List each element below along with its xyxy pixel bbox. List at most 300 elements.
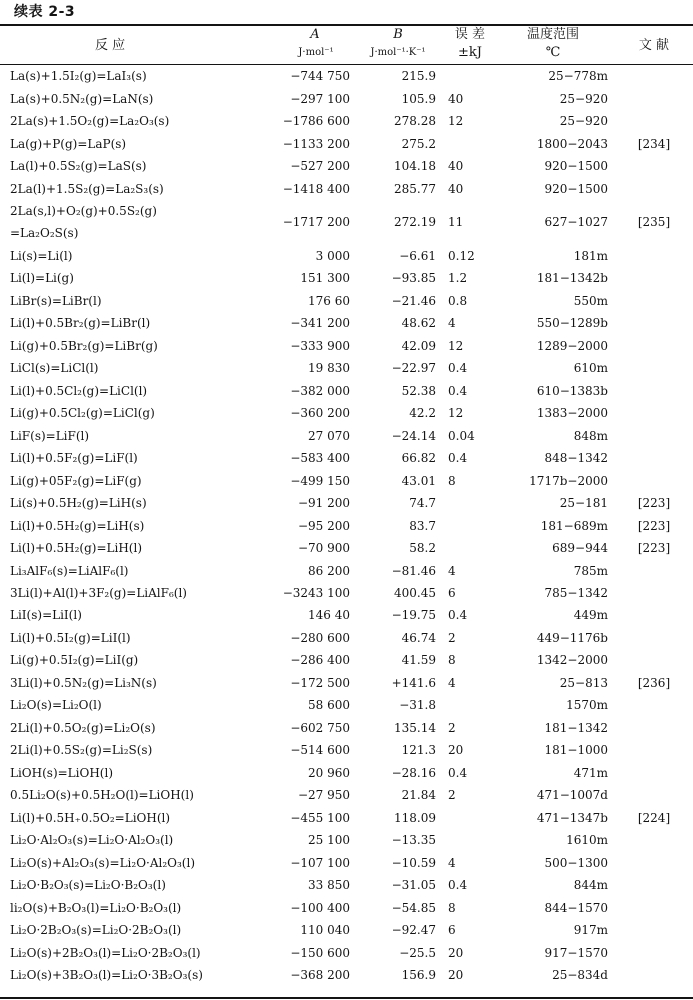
reaction-text: 2La(s,l)+O₂(g)+0.5S₂(g) (10, 204, 157, 219)
reference-cell (618, 649, 690, 671)
reaction-text: 2La(s)+1.5O₂(g)=La₂O₃(s) (10, 114, 170, 129)
temperature-range-cell: 500−1300 (544, 855, 608, 870)
reference-cell (618, 402, 690, 424)
reaction-cell (10, 559, 290, 581)
reference-cell (618, 312, 690, 334)
reaction-text: Li(g)+05F₂(g)=LiF(g) (10, 473, 142, 488)
reference-cell (618, 627, 690, 649)
table-row (0, 672, 693, 694)
error-cell: 8 (448, 653, 456, 668)
reaction-cell (10, 87, 290, 109)
a-value-cell: −1418 400 (282, 181, 350, 196)
reference-cell (618, 896, 690, 918)
b-value-cell: 48.62 (401, 316, 436, 331)
reaction-cell (10, 312, 290, 334)
a-value-cell: −583 400 (290, 451, 350, 466)
temperature-range-cell: 844−1570 (544, 900, 608, 915)
table-row (0, 941, 693, 963)
table-row (0, 627, 693, 649)
header-b-unit: J·mol⁻¹·K⁻¹ (370, 47, 426, 58)
temperature-range-cell: 917−1570 (544, 945, 608, 960)
reaction-text: Li(l)+0.5H₂(g)=LiH(s) (10, 518, 145, 533)
a-value-cell: 58 600 (308, 698, 350, 713)
table-row (0, 919, 693, 941)
reaction-text: Li(g)+0.5Cl₂(g)=LiCl(g) (10, 406, 155, 421)
b-value-cell: 42.09 (401, 338, 436, 353)
header-reaction: 反 应 (95, 38, 126, 53)
error-cell: 2 (448, 720, 456, 735)
table-row (0, 155, 693, 177)
b-value-cell: −21.46 (391, 293, 436, 308)
reaction-text: Li(g)+0.5I₂(g)=LiI(g) (10, 653, 139, 668)
b-value-cell: 21.84 (401, 788, 436, 803)
reference-cell (618, 559, 690, 581)
reaction-cell (10, 200, 290, 245)
reaction-text: 2La(l)+1.5S₂(g)=La₂S₃(s) (10, 181, 164, 196)
error-cell: 0.4 (448, 878, 468, 893)
reaction-cell (10, 425, 290, 447)
header-error: 误 差 (454, 27, 486, 42)
b-value-cell: −13.35 (391, 833, 436, 848)
b-value-cell: 278.28 (394, 114, 436, 129)
table-row (0, 874, 693, 896)
error-cell: 2 (448, 788, 456, 803)
reaction-text: Li₂O(s)=Li₂O(l) (10, 698, 102, 713)
error-cell (448, 514, 488, 536)
reaction-cell (10, 604, 290, 626)
error-cell: 20 (448, 945, 464, 960)
error-cell: 2 (448, 630, 456, 645)
a-value-cell: −527 200 (290, 159, 350, 174)
b-value-cell: 42.2 (409, 406, 436, 421)
b-value-cell: 400.45 (394, 586, 436, 601)
b-value-cell: 118.09 (394, 810, 436, 825)
reaction-cell (10, 964, 290, 986)
error-cell: 4 (448, 675, 456, 690)
reference-cell (618, 357, 690, 379)
a-value-cell: −95 200 (297, 518, 350, 533)
reference-cell (618, 177, 690, 199)
temperature-range-cell: 627−1027 (544, 215, 608, 230)
table-row (0, 694, 693, 716)
reaction-text: La(l)+0.5S₂(g)=LaS(s) (10, 159, 147, 174)
reaction-text: LiF(s)=LiF(l) (10, 428, 90, 443)
b-value-cell: 43.01 (401, 473, 436, 488)
reference-cell (618, 425, 690, 447)
b-value-cell: +141.6 (391, 675, 436, 690)
error-cell (448, 829, 488, 851)
error-cell: 40 (448, 181, 464, 196)
table-row (0, 177, 693, 199)
error-cell: 20 (448, 743, 464, 758)
table-row (0, 537, 693, 559)
b-value-cell: −25.5 (399, 945, 436, 960)
b-value-cell: −54.85 (391, 900, 436, 915)
reference-cell: [223] (637, 496, 671, 511)
b-value-cell: −28.16 (391, 765, 436, 780)
table-row (0, 851, 693, 873)
table-row (0, 829, 693, 851)
table-row (0, 739, 693, 761)
table-row (0, 357, 693, 379)
temperature-range-cell: 1570m (566, 698, 608, 713)
temperature-range-cell: 1383−2000 (536, 406, 608, 421)
table-row (0, 649, 693, 671)
temperature-range-cell: 25−834d (552, 967, 608, 982)
temperature-range-cell: 181−689m (540, 518, 608, 533)
reaction-text: Li(l)+0.5H₊0.5O₂=LiOH(l) (10, 810, 171, 825)
reaction-cell (10, 537, 290, 559)
table-row (0, 290, 693, 312)
table-row (0, 335, 693, 357)
reaction-text: LiCl(s)=LiCl(l) (10, 361, 99, 376)
table-row (0, 87, 693, 109)
header-a-symbol: A (310, 27, 320, 42)
a-value-cell: −150 600 (290, 945, 350, 960)
reference-cell (618, 941, 690, 963)
temperature-range-cell: 25−920 (559, 91, 608, 106)
reaction-cell (10, 739, 290, 761)
reaction-cell (10, 582, 290, 604)
error-cell (448, 806, 488, 828)
b-value-cell: 121.3 (401, 743, 436, 758)
b-value-cell: −31.05 (391, 878, 436, 893)
b-value-cell: −6.61 (399, 248, 436, 263)
reference-cell (618, 851, 690, 873)
table-row (0, 425, 693, 447)
error-cell: 12 (448, 338, 464, 353)
reaction-text: La(s)+0.5N₂(g)=LaN(s) (10, 91, 154, 106)
reaction-cell (10, 649, 290, 671)
error-cell (448, 65, 488, 87)
a-value-cell: −70 900 (297, 541, 350, 556)
reaction-cell (10, 267, 290, 289)
reference-cell: [236] (637, 675, 671, 690)
reference-cell (618, 694, 690, 716)
b-value-cell: −24.14 (391, 428, 436, 443)
error-cell (448, 132, 488, 154)
reaction-cell (10, 851, 290, 873)
error-cell: 4 (448, 563, 456, 578)
reference-cell (618, 829, 690, 851)
b-value-cell: −22.97 (391, 361, 436, 376)
reaction-cell (10, 335, 290, 357)
reaction-text: 2Li(l)+0.5O₂(g)=Li₂O(s) (10, 720, 156, 735)
error-cell: 0.4 (448, 608, 468, 623)
temperature-range-cell: 25−813 (559, 675, 608, 690)
reference-cell (618, 290, 690, 312)
reaction-cell (10, 717, 290, 739)
a-value-cell: −341 200 (290, 316, 350, 331)
error-cell: 8 (448, 473, 456, 488)
a-value-cell: 110 040 (300, 923, 350, 938)
reference-cell: [223] (637, 518, 671, 533)
reference-cell (618, 604, 690, 626)
a-value-cell: −286 400 (290, 653, 350, 668)
temperature-range-cell: 920−1500 (544, 159, 608, 174)
b-value-cell: −93.85 (391, 271, 436, 286)
b-value-cell: −81.46 (391, 563, 436, 578)
a-value-cell: −514 600 (290, 743, 350, 758)
b-value-cell: 272.19 (394, 215, 436, 230)
reaction-cell (10, 290, 290, 312)
error-cell: 0.4 (448, 451, 468, 466)
reaction-cell (10, 177, 290, 199)
a-value-cell: 27 070 (308, 428, 350, 443)
reaction-cell (10, 941, 290, 963)
reaction-text: Li(l)+0.5H₂(g)=LiH(l) (10, 541, 142, 556)
table-row (0, 245, 693, 267)
table-row (0, 582, 693, 604)
error-cell: 20 (448, 967, 464, 982)
b-value-cell: −92.47 (391, 923, 436, 938)
reaction-text: Li₂O·2B₂O₃(s)=Li₂O·2B₂O₃(l) (10, 923, 182, 938)
reference-cell: [234] (637, 136, 671, 151)
temperature-range-cell: 471−1347b (536, 810, 608, 825)
reaction-text: Li(l)+0.5Cl₂(g)=LiCl(l) (10, 383, 148, 398)
temperature-range-cell: 917m (573, 923, 608, 938)
reaction-text: La(g)+P(g)=LaP(s) (10, 136, 127, 151)
a-value-cell: 3 000 (315, 248, 350, 263)
reaction-text: Li(s)=Li(l) (10, 248, 73, 263)
a-value-cell: −297 100 (290, 91, 350, 106)
temperature-range-cell: 181−1342b (536, 271, 608, 286)
temperature-range-cell: 449−1176b (536, 630, 608, 645)
reaction-text: Li₂O(s)+3B₂O₃(l)=Li₂O·3B₂O₃(s) (10, 967, 203, 982)
a-value-cell: 146 40 (308, 608, 350, 623)
table-row (0, 110, 693, 132)
a-value-cell: −1717 200 (282, 215, 350, 230)
temperature-range-cell: 1342−2000 (536, 653, 608, 668)
reaction-cell (10, 514, 290, 536)
a-value-cell: −499 150 (290, 473, 350, 488)
reaction-text: La(s)+1.5I₂(g)=LaI₃(s) (10, 69, 147, 84)
reference-cell: [223] (637, 541, 671, 556)
a-value-cell: 33 850 (308, 878, 350, 893)
b-value-cell: 105.9 (401, 91, 436, 106)
a-value-cell: −91 200 (297, 496, 350, 511)
error-cell: 4 (448, 855, 456, 870)
reference-cell (618, 762, 690, 784)
header-a-unit: J·mol⁻¹ (298, 47, 334, 58)
reaction-text: 0.5Li₂O(s)+0.5H₂O(l)=LiOH(l) (10, 788, 194, 803)
error-cell: 0.4 (448, 361, 468, 376)
a-value-cell: −27 950 (297, 788, 350, 803)
temperature-range-cell: 181m (573, 248, 608, 263)
reaction-cell (10, 762, 290, 784)
table-row (0, 604, 693, 626)
error-cell: 0.4 (448, 383, 468, 398)
reference-cell (618, 919, 690, 941)
b-value-cell: −19.75 (391, 608, 436, 623)
table-row (0, 312, 693, 334)
a-value-cell: −602 750 (290, 720, 350, 735)
table-row (0, 447, 693, 469)
reaction-text: Li₂O·Al₂O₃(s)=Li₂O·Al₂O₃(l) (10, 833, 174, 848)
reference-cell (618, 739, 690, 761)
a-value-cell: −360 200 (290, 406, 350, 421)
reaction-cell (10, 919, 290, 941)
temperature-range-cell: 471−1007d (536, 788, 608, 803)
reaction-cell (10, 896, 290, 918)
reaction-cell (10, 806, 290, 828)
temperature-range-cell: 920−1500 (544, 181, 608, 196)
reaction-cell (10, 245, 290, 267)
reaction-cell (10, 380, 290, 402)
a-value-cell: −1786 600 (282, 114, 350, 129)
reaction-text: Li(s)+0.5H₂(g)=LiH(s) (10, 496, 147, 511)
table-row (0, 964, 693, 986)
b-value-cell: 41.59 (401, 653, 436, 668)
reaction-cell (10, 492, 290, 514)
error-cell (448, 537, 488, 559)
reference-cell (618, 87, 690, 109)
error-cell: 0.04 (448, 428, 475, 443)
a-value-cell: −107 100 (290, 855, 350, 870)
reaction-text: 3Li(l)+0.5N₂(g)=Li₃N(s) (10, 675, 157, 690)
reaction-text: Li(l)=Li(g) (10, 271, 74, 286)
header-error-unit: ±kJ (458, 45, 482, 60)
reaction-cell (10, 110, 290, 132)
reference-cell (618, 447, 690, 469)
temperature-range-cell: 689−944 (552, 541, 608, 556)
table-row (0, 717, 693, 739)
b-value-cell: 156.9 (401, 967, 436, 982)
error-cell: 1.2 (448, 271, 468, 286)
table-row (0, 200, 693, 245)
table-row (0, 132, 693, 154)
reference-cell: [235] (637, 215, 671, 230)
temperature-range-cell: 785−1342 (544, 586, 608, 601)
reaction-cell (10, 672, 290, 694)
error-cell: 0.8 (448, 293, 468, 308)
a-value-cell: −280 600 (290, 630, 350, 645)
reference-cell (618, 784, 690, 806)
reaction-text: Li₂O(s)+2B₂O₃(l)=Li₂O·2B₂O₃(l) (10, 945, 201, 960)
error-cell (448, 492, 488, 514)
a-value-cell: −100 400 (290, 900, 350, 915)
error-cell: 6 (448, 923, 456, 938)
table-row (0, 402, 693, 424)
reaction-cell (10, 784, 290, 806)
temperature-range-cell: 449m (573, 608, 608, 623)
temperature-range-cell: 25−181 (559, 496, 608, 511)
bottom-rule (0, 997, 693, 999)
b-value-cell: −31.8 (399, 698, 436, 713)
reference-cell (618, 469, 690, 491)
a-value-cell: −3243 100 (282, 586, 350, 601)
reaction-cell (10, 155, 290, 177)
table-row (0, 896, 693, 918)
reaction-text: Li₂O(s)+Al₂O₃(s)=Li₂O·Al₂O₃(l) (10, 855, 196, 870)
reference-cell: [224] (637, 810, 671, 825)
reference-cell (618, 335, 690, 357)
error-cell: 11 (448, 215, 464, 230)
a-value-cell: −333 900 (290, 338, 350, 353)
reaction-text: li₂O(s)+B₂O₃(l)=Li₂O·B₂O₃(l) (10, 900, 182, 915)
a-value-cell: 19 830 (308, 361, 350, 376)
b-value-cell: 285.77 (394, 181, 436, 196)
b-value-cell: 58.2 (409, 541, 436, 556)
a-value-cell: 25 100 (308, 833, 350, 848)
reference-cell (618, 267, 690, 289)
b-value-cell: 52.38 (401, 383, 436, 398)
table-row (0, 65, 693, 87)
b-value-cell: 135.14 (394, 720, 436, 735)
reference-cell (618, 582, 690, 604)
reference-cell (618, 717, 690, 739)
temperature-range-cell: 785m (573, 563, 608, 578)
table-row (0, 492, 693, 514)
error-cell: 8 (448, 900, 456, 915)
header-temp: 温度范围 (526, 27, 579, 42)
a-value-cell: 20 960 (308, 765, 350, 780)
temperature-range-cell: 181−1342 (544, 720, 608, 735)
b-value-cell: 83.7 (409, 518, 436, 533)
reaction-cell (10, 402, 290, 424)
reaction-cell (10, 829, 290, 851)
error-cell: 12 (448, 406, 464, 421)
reaction-text: Li(l)+0.5Br₂(g)=LiBr(l) (10, 316, 151, 331)
a-value-cell: 86 200 (308, 563, 350, 578)
temperature-range-cell: 1610m (566, 833, 608, 848)
reaction-cell (10, 65, 290, 87)
temperature-range-cell: 610−1383b (536, 383, 608, 398)
a-value-cell: −744 750 (290, 69, 350, 84)
top-rule (0, 24, 693, 26)
reference-cell (618, 155, 690, 177)
reference-cell (618, 380, 690, 402)
error-cell: 40 (448, 91, 464, 106)
temperature-range-cell: 1800−2043 (536, 136, 608, 151)
temperature-range-cell: 610m (573, 361, 608, 376)
a-value-cell: 151 300 (300, 271, 350, 286)
reaction-text: Li(g)+0.5Br₂(g)=LiBr(g) (10, 338, 158, 353)
reaction-text: Li(l)+0.5I₂(g)=LiI(l) (10, 630, 131, 645)
a-value-cell: −1133 200 (282, 136, 350, 151)
header-b-symbol: B (393, 27, 403, 42)
a-value-cell: −455 100 (290, 810, 350, 825)
error-cell: 6 (448, 586, 456, 601)
reaction-text: 3Li(l)+Al(l)+3F₂(g)=LiAlF₆(l) (10, 586, 187, 601)
reference-cell (618, 874, 690, 896)
temperature-range-cell: 550m (573, 293, 608, 308)
reaction-text: Li₃AlF₆(s)=LiAlF₆(l) (10, 563, 129, 578)
table-row (0, 784, 693, 806)
temperature-range-cell: 471m (573, 765, 608, 780)
table-row (0, 469, 693, 491)
reaction-text-continued: =La₂O₂S(s) (10, 226, 79, 241)
error-cell: 4 (448, 316, 456, 331)
header-ref: 文 献 (638, 38, 670, 53)
error-cell: 12 (448, 114, 464, 129)
reaction-text: Li₂O·B₂O₃(s)=Li₂O·B₂O₃(l) (10, 878, 166, 893)
reaction-text: LiI(s)=LiI(l) (10, 608, 82, 623)
table-row (0, 267, 693, 289)
b-value-cell: 104.18 (394, 159, 436, 174)
b-value-cell: 215.9 (401, 69, 436, 84)
reaction-text: LiBr(s)=LiBr(l) (10, 293, 102, 308)
reaction-cell (10, 357, 290, 379)
error-cell: 40 (448, 159, 464, 174)
error-cell: 0.12 (448, 248, 475, 263)
temperature-range-cell: 1717b−2000 (529, 473, 608, 488)
b-value-cell: 66.82 (401, 451, 436, 466)
reaction-cell (10, 132, 290, 154)
table-row (0, 514, 693, 536)
temperature-range-cell: 844m (573, 878, 608, 893)
table-caption: 续表 2-3 (14, 4, 76, 20)
